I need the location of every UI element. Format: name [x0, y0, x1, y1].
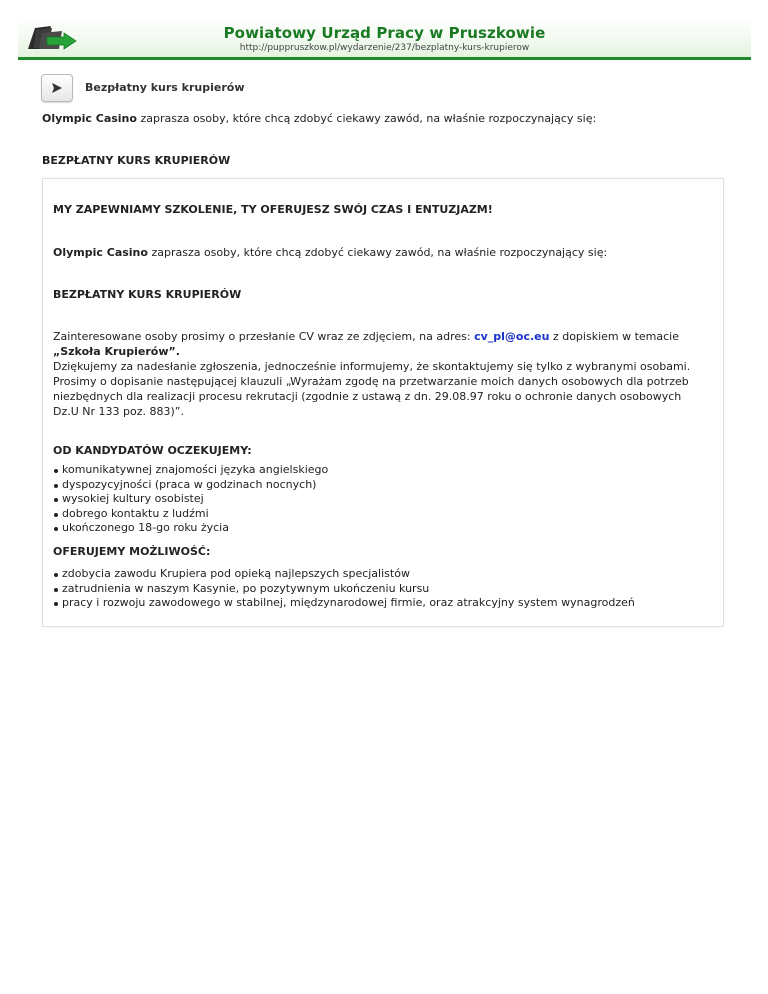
application-info [53, 329, 705, 419]
box-intro [53, 245, 705, 260]
expectations-title: OD KANDYDATÓW OCZEKUJEMY: [53, 444, 252, 457]
list-item: pracy i rozwoju zawodowego w stabilnej, międzynarodowej firmie, oraz atrakcyjny system wynagrodzeń [62, 596, 705, 611]
intro-paragraph [42, 112, 596, 125]
list-item: ukończonego 18-go roku życia [62, 521, 705, 536]
play-arrow-icon [51, 82, 63, 94]
section-title: BEZPŁATNY KURS KRUPIERÓW [42, 154, 231, 167]
cv-email-link[interactable]: cv_pl@oc.eu [474, 330, 550, 343]
cv-text-before: Zainteresowane osoby prosimy o przesłanie CV wraz ze zdjęciem, na adres: [53, 330, 475, 343]
list-item: zdobycia zawodu Krupiera pod opieką najlepszych specjalistów [62, 567, 705, 582]
offer-title: OFERUJEMY MOŻLIWOŚĆ: [53, 545, 211, 558]
thanks-text: Dziękujemy za nadesłanie zgłoszenia, jednocześnie informujemy, że skontaktujemy się tylko z wybranymi osobami. [53, 360, 691, 373]
expectations-list [53, 463, 705, 536]
offer-list [53, 567, 705, 611]
event-description-box [42, 178, 724, 627]
list-item: wysokiej kultury osobistej [62, 492, 705, 507]
list-item: komunikatywnej znajomości języka angielskiego [62, 463, 705, 478]
site-title[interactable]: Powiatowy Urząd Pracy w Pruszkowie [223, 24, 546, 42]
list-item: dyspozycyjności (praca w godzinach nocnych) [62, 478, 705, 493]
box-intro-text: zaprasza osoby, które chcą zdobyć ciekawy zawód, na właśnie rozpoczynający się: [147, 246, 608, 259]
expectations-list-wrap [53, 463, 705, 536]
offer-list-wrap [53, 567, 705, 611]
cv-text-middle: z dopiskiem w temacie [549, 330, 680, 343]
box-heading: MY ZAPEWNIAMY SZKOLENIE, TY OFERUJESZ SWÓJ CZAS I ENTUZJAZM! [53, 203, 493, 216]
breadcrumb-button[interactable] [41, 74, 73, 102]
page-title: Bezpłatny kurs krupierów [85, 81, 245, 94]
cv-subject: „Szkoła Krupierów”. [53, 345, 180, 358]
intro-text: zaprasza osoby, które chcą zdobyć ciekawy zawód, na właśnie rozpoczynający się: [136, 112, 597, 125]
course-title: BEZPŁATNY KURS KRUPIERÓW [53, 288, 242, 301]
consent-clause: Prosimy o dopisanie następującej klauzuli „Wyrażam zgodę na przetwarzanie moich danych osobowych dla potrzeb niezbędnych dla realizacji procesu rekrutacji (zgodnie z ustawą z dn. 29.08.97 roku o ochronie danych osobowych Dz.U Nr 133 poz. 883)”. [53, 375, 689, 418]
site-header [18, 16, 751, 60]
list-item: dobrego kontaktu z ludźmi [62, 507, 705, 522]
page-url: http://puppruszkow.pl/wydarzenie/237/bezplatny-kurs-krupierow [239, 43, 530, 53]
company-name: Olympic Casino [42, 112, 137, 125]
list-item: zatrudnienia w naszym Kasynie, po pozytywnym ukończeniu kursu [62, 582, 705, 597]
box-company-name: Olympic Casino [53, 246, 148, 259]
